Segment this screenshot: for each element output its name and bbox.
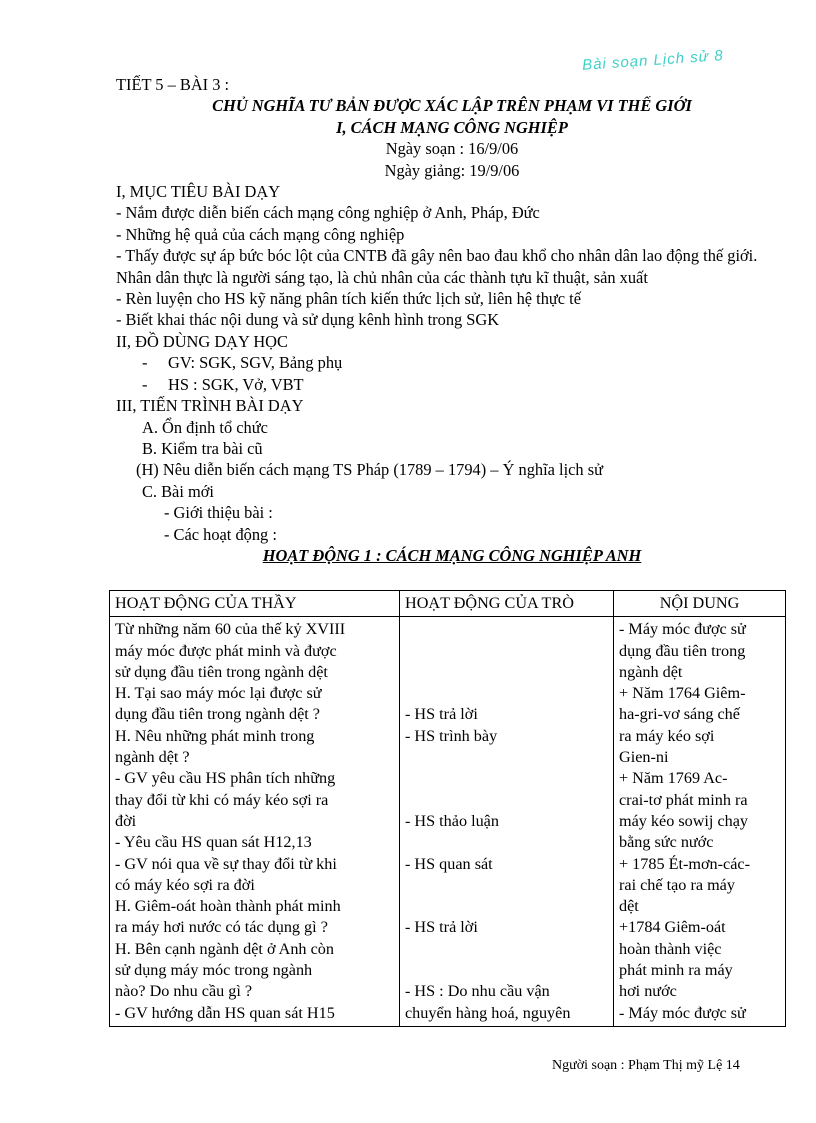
cell-line: hoàn thành việc xyxy=(619,939,722,958)
objective-item: - Những hệ quả của cách mạng công nghiệp xyxy=(116,224,405,244)
cell-line: chuyển hàng hoá, nguyên xyxy=(405,1003,571,1022)
cell-line: máy kéo sowij chạy xyxy=(619,811,749,830)
cell-line: - GV nói qua về sự thay đổi từ khi xyxy=(115,854,337,873)
cell-line: H. Nêu những phát minh trong xyxy=(115,726,315,745)
header-content: NỘI DUNG xyxy=(614,591,786,617)
page-footer: Người soạn : Phạm Thị mỹ Lệ 14 xyxy=(552,1058,740,1073)
cell-line: nào? Do nhu cầu gì ? xyxy=(115,982,253,1001)
cell-line: sử dụng máy móc trong ngành xyxy=(115,961,313,980)
cell-line xyxy=(405,832,608,853)
cell-line: + Năm 1764 Giêm- xyxy=(619,684,746,703)
cell-line xyxy=(405,896,608,917)
cell-line: - GV hướng dẫn HS quan sát H15 xyxy=(115,1003,335,1022)
objective-item: - Rèn luyện cho HS kỹ năng phân tích kiến thức lịch sử, liên hệ thực tế xyxy=(116,289,581,309)
cell-line: ra máy hơi nước có tác dụng gì ? xyxy=(115,918,328,937)
cell-line: - HS trình bày xyxy=(405,726,498,745)
cell-line: sử dụng đầu tiên trong ngành dệt xyxy=(115,662,328,681)
cell-line: Gien-ni xyxy=(619,748,669,767)
cell-line xyxy=(405,790,608,811)
lesson-subtitle: I, CÁCH MẠNG CÔNG NGHIỆP xyxy=(336,117,568,137)
header-student: HOẠT ĐỘNG CỦA TRÒ xyxy=(400,591,614,617)
cell-line: - GV yêu cầu HS phân tích những xyxy=(115,769,336,788)
cell-line: bằng sức nước xyxy=(619,833,714,852)
cell-line xyxy=(405,619,608,640)
cell-line: - Máy móc được sử xyxy=(619,1003,746,1022)
step-c: C. Bài mới xyxy=(142,481,214,501)
activity-title: HOẠT ĐỘNG 1 : CÁCH MẠNG CÔNG NGHIỆP ANH xyxy=(262,545,642,565)
cell-line: hơi nước xyxy=(619,982,677,1001)
cell-line: H. Giêm-oát hoàn thành phát minh xyxy=(115,897,341,916)
date-prepared: Ngày soạn : 16/9/06 xyxy=(385,139,519,159)
cell-line: H. Tại sao máy móc lại được sử xyxy=(115,684,322,703)
teacher-activity-cell xyxy=(110,617,400,1027)
cell-line: Từ những năm 60 của thế kỷ XVIII xyxy=(115,620,346,639)
step-b: B. Kiểm tra bài cũ xyxy=(142,438,263,458)
cell-line xyxy=(405,875,608,896)
cell-line xyxy=(405,768,608,789)
cell-line xyxy=(405,641,608,662)
objective-item: - Nắm được diễn biến cách mạng công nghiệp ở Anh, Pháp, Đức xyxy=(116,203,540,223)
table-row xyxy=(110,617,786,1027)
cell-line: +1784 Giêm-oát xyxy=(619,918,726,937)
content-cell xyxy=(614,617,786,1027)
student-activity-cell xyxy=(400,617,614,1027)
objective-item: - Biết khai thác nội dung và sử dụng kênh hình trong SGK xyxy=(116,310,500,330)
cell-line: dụng đầu tiên trong ngành dệt ? xyxy=(115,705,320,724)
material-item: - HS : SGK, Vở, VBT xyxy=(142,374,304,394)
cell-line xyxy=(405,662,608,683)
cell-line: ngành dệt ? xyxy=(115,748,190,767)
review-question: (H) Nêu diễn biến cách mạng TS Pháp (1789 – 1794) – Ý nghĩa lịch sử xyxy=(136,460,603,480)
cell-line: - HS trả lời xyxy=(405,705,478,724)
cell-line: + Năm 1769 Ac- xyxy=(619,769,728,788)
cell-line: máy móc được phát minh và được xyxy=(115,641,337,660)
section-process-heading: III, TIẾN TRÌNH BÀI DẠY xyxy=(116,396,304,416)
step-c-intro: - Giới thiệu bài : xyxy=(164,503,273,523)
section-objectives-heading: I, MỤC TIÊU BÀI DẠY xyxy=(116,182,281,202)
cell-line: - HS quan sát xyxy=(405,854,493,873)
cell-line: - Yêu cầu HS quan sát H12,13 xyxy=(115,833,312,852)
cell-line: H. Bên cạnh ngành dệt ở Anh còn xyxy=(115,939,334,958)
cell-line: dụng đầu tiên trong xyxy=(619,641,746,660)
cell-line: rai chế tạo ra máy xyxy=(619,875,735,894)
cell-line: thay đổi từ khi có máy kéo sợi ra xyxy=(115,790,329,809)
cell-line: - HS : Do nhu cầu vận xyxy=(405,982,550,1001)
header-watermark: Bài soạn Lịch sử 8 xyxy=(581,47,725,74)
lesson-number: TIẾT 5 – BÀI 3 : xyxy=(116,75,230,94)
cell-line: - HS trả lời xyxy=(405,918,478,937)
step-a: A. Ổn định tổ chức xyxy=(142,417,268,437)
cell-line: ra máy kéo sợi xyxy=(619,726,715,745)
cell-line xyxy=(405,683,608,704)
step-c-activities: - Các hoạt động : xyxy=(164,524,277,544)
table-header-row xyxy=(110,591,786,617)
objective-item: - Thấy được sự áp bức bóc lột của CNTB đã gây nên bao đau khổ cho nhân dân lao động thế giới. Nhân dân thực là người sáng tạo, là chủ nhân của các thành tựu kĩ thuật, sản xuất xyxy=(116,246,758,287)
cell-line: dệt xyxy=(619,897,639,916)
material-item: - GV: SGK, SGV, Bảng phụ xyxy=(142,353,343,373)
activity-table xyxy=(109,590,786,1027)
section-materials-heading: II, ĐỒ DÙNG DẠY HỌC xyxy=(116,331,288,351)
date-taught: Ngày giảng: 19/9/06 xyxy=(384,160,520,180)
cell-line: - HS thảo luận xyxy=(405,811,499,830)
lesson-content xyxy=(116,74,788,566)
cell-line: đời xyxy=(115,811,137,830)
cell-line: ngành dệt xyxy=(619,662,683,681)
cell-line: có máy kéo sợi ra đời xyxy=(115,875,255,894)
cell-line: ha-gri-vơ sáng chế xyxy=(619,705,740,724)
cell-line: phát minh ra máy xyxy=(619,961,733,980)
cell-line xyxy=(405,960,608,981)
cell-line xyxy=(405,747,608,768)
cell-line: + 1785 Ét-mơn-các- xyxy=(619,854,750,873)
header-teacher: HOẠT ĐỘNG CỦA THẦY xyxy=(110,591,400,617)
cell-line xyxy=(405,939,608,960)
cell-line: - Máy móc được sử xyxy=(619,620,746,639)
lesson-title: CHỦ NGHĨA TƯ BẢN ĐƯỢC XÁC LẬP TRÊN PHẠM VI THẾ GIỚI xyxy=(212,96,692,116)
cell-line: crai-tơ phát minh ra xyxy=(619,790,748,809)
